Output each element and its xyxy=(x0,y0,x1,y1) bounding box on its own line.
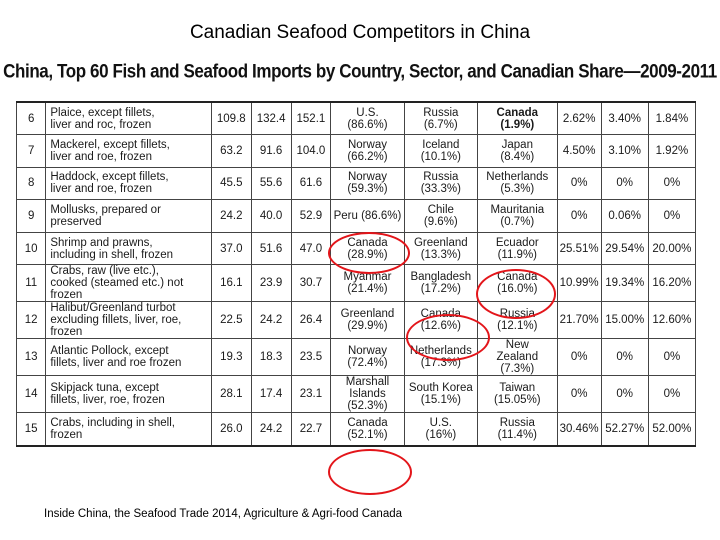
rank-cell: 6 xyxy=(17,102,46,135)
value-2011-cell: 52.9 xyxy=(291,200,331,233)
product-cell: Skipjack tuna, except fillets, liver, roe, frozen xyxy=(46,376,212,413)
rank-cell: 8 xyxy=(17,167,46,200)
canadian-share-2011-cell: 0% xyxy=(648,376,695,413)
top-country-3-cell: Canada (1.9%) xyxy=(478,102,558,135)
highlight-circle-crabs-frozen-canada xyxy=(328,449,412,495)
top-country-3-cell: New Zealand (7.3%) xyxy=(478,339,558,376)
value-2010-cell: 17.4 xyxy=(251,376,291,413)
value-2009-cell: 26.0 xyxy=(211,413,251,446)
canadian-share-2011-cell: 0% xyxy=(648,339,695,376)
table-body xyxy=(17,102,696,446)
top-country-2-cell: Chile (9.6%) xyxy=(404,200,477,233)
canadian-share-2011-cell: 16.20% xyxy=(648,265,695,302)
value-2009-cell: 63.2 xyxy=(211,135,251,168)
rank-cell: 9 xyxy=(17,200,46,233)
top-country-1-cell: Myanmar (21.4%) xyxy=(331,265,404,302)
canadian-share-2009-cell: 0% xyxy=(557,376,601,413)
top-country-1-cell: Canada (52.1%) xyxy=(331,413,404,446)
product-cell: Halibut/Greenland turbot excluding fillets, liver, roe, frozen xyxy=(46,302,212,339)
top-country-1-cell: Norway (72.4%) xyxy=(331,339,404,376)
canadian-share-2009-cell: 30.46% xyxy=(557,413,601,446)
top-country-3-cell: Mauritania (0.7%) xyxy=(478,200,558,233)
value-2010-cell: 55.6 xyxy=(251,167,291,200)
rank-cell: 11 xyxy=(17,265,46,302)
top-country-3-cell: Russia (11.4%) xyxy=(478,413,558,446)
value-2011-cell: 23.1 xyxy=(291,376,331,413)
value-2010-cell: 91.6 xyxy=(251,135,291,168)
top-country-2-cell: Russia (6.7%) xyxy=(404,102,477,135)
canadian-share-2009-cell: 21.70% xyxy=(557,302,601,339)
canadian-share-2011-cell: 12.60% xyxy=(648,302,695,339)
top-country-2-cell: Canada (12.6%) xyxy=(404,302,477,339)
table-row xyxy=(17,167,696,200)
top-country-1-cell: Greenland (29.9%) xyxy=(331,302,404,339)
value-2009-cell: 22.5 xyxy=(211,302,251,339)
product-cell: Mollusks, prepared or preserved xyxy=(46,200,212,233)
table-row xyxy=(17,102,696,135)
table-row xyxy=(17,232,696,265)
top-country-2-cell: Iceland (10.1%) xyxy=(404,135,477,168)
top-country-3-cell: Canada (16.0%) xyxy=(478,265,558,302)
value-2010-cell: 51.6 xyxy=(251,232,291,265)
table-row xyxy=(17,200,696,233)
value-2009-cell: 24.2 xyxy=(211,200,251,233)
canadian-share-2011-cell: 1.84% xyxy=(648,102,695,135)
top-country-2-cell: Russia (33.3%) xyxy=(404,167,477,200)
value-2011-cell: 23.5 xyxy=(291,339,331,376)
canadian-share-2009-cell: 0% xyxy=(557,167,601,200)
canadian-share-2009-cell: 0% xyxy=(557,339,601,376)
canadian-share-2010-cell: 3.10% xyxy=(601,135,648,168)
top-country-3-cell: Netherlands (5.3%) xyxy=(478,167,558,200)
top-country-2-cell: Greenland (13.3%) xyxy=(404,232,477,265)
table-heading: China, Top 60 Fish and Seafood Imports by Country, Sector, and Canadian Share—2009-2011 xyxy=(3,60,717,83)
seafood-imports-table xyxy=(16,101,696,447)
canadian-share-2011-cell: 20.00% xyxy=(648,232,695,265)
rank-cell: 14 xyxy=(17,376,46,413)
value-2009-cell: 45.5 xyxy=(211,167,251,200)
canadian-share-2010-cell: 0% xyxy=(601,167,648,200)
canadian-share-2011-cell: 52.00% xyxy=(648,413,695,446)
rank-cell: 10 xyxy=(17,232,46,265)
rank-cell: 7 xyxy=(17,135,46,168)
value-2009-cell: 37.0 xyxy=(211,232,251,265)
canadian-share-2010-cell: 15.00% xyxy=(601,302,648,339)
value-2010-cell: 23.9 xyxy=(251,265,291,302)
source-note: Inside China, the Seafood Trade 2014, Agriculture & Agri-food Canada xyxy=(44,508,403,520)
top-country-2-cell: Netherlands (17.3%) xyxy=(404,339,477,376)
product-cell: Mackerel, except fillets, liver and roe, frozen xyxy=(46,135,212,168)
value-2011-cell: 22.7 xyxy=(291,413,331,446)
top-country-3-cell: Ecuador (11.9%) xyxy=(478,232,558,265)
table-row xyxy=(17,302,696,339)
top-country-2-cell: Bangladesh (17.2%) xyxy=(404,265,477,302)
table-row xyxy=(17,413,696,446)
top-country-1-cell: Norway (59.3%) xyxy=(331,167,404,200)
canadian-share-2010-cell: 0% xyxy=(601,339,648,376)
product-cell: Shrimp and prawns, including in shell, frozen xyxy=(46,232,212,265)
canadian-share-2010-cell: 29.54% xyxy=(601,232,648,265)
value-2011-cell: 61.6 xyxy=(291,167,331,200)
top-country-1-cell: U.S. (86.6%) xyxy=(331,102,404,135)
product-cell: Haddock, except fillets, liver and roe, frozen xyxy=(46,167,212,200)
value-2011-cell: 30.7 xyxy=(291,265,331,302)
canadian-share-2010-cell: 0.06% xyxy=(601,200,648,233)
table-row xyxy=(17,265,696,302)
canadian-share-2009-cell: 2.62% xyxy=(557,102,601,135)
table-row xyxy=(17,376,696,413)
product-cell: Crabs, including in shell, frozen xyxy=(46,413,212,446)
value-2011-cell: 104.0 xyxy=(291,135,331,168)
top-country-1-cell: Marshall Islands (52.3%) xyxy=(331,376,404,413)
top-country-3-cell: Taiwan (15.05%) xyxy=(478,376,558,413)
canadian-share-2011-cell: 0% xyxy=(648,167,695,200)
product-cell: Atlantic Pollock, except fillets, liver and roe frozen xyxy=(46,339,212,376)
table-row xyxy=(17,339,696,376)
canadian-share-2009-cell: 10.99% xyxy=(557,265,601,302)
rank-cell: 12 xyxy=(17,302,46,339)
top-country-1-cell: Canada (28.9%) xyxy=(331,232,404,265)
value-2010-cell: 24.2 xyxy=(251,302,291,339)
canadian-share-2009-cell: 4.50% xyxy=(557,135,601,168)
top-country-3-cell: Russia (12.1%) xyxy=(478,302,558,339)
canadian-share-2009-cell: 0% xyxy=(557,200,601,233)
value-2010-cell: 24.2 xyxy=(251,413,291,446)
canadian-share-2010-cell: 19.34% xyxy=(601,265,648,302)
top-country-1-cell: Norway (66.2%) xyxy=(331,135,404,168)
value-2011-cell: 152.1 xyxy=(291,102,331,135)
canadian-share-2011-cell: 0% xyxy=(648,200,695,233)
value-2011-cell: 47.0 xyxy=(291,232,331,265)
value-2009-cell: 16.1 xyxy=(211,265,251,302)
canadian-share-2010-cell: 0% xyxy=(601,376,648,413)
canadian-share-2010-cell: 52.27% xyxy=(601,413,648,446)
value-2010-cell: 18.3 xyxy=(251,339,291,376)
product-cell: Plaice, except fillets, liver and roc, frozen xyxy=(46,102,212,135)
product-cell: Crabs, raw (live etc.), cooked (steamed etc.) not frozen xyxy=(46,265,212,302)
top-country-2-cell: South Korea (15.1%) xyxy=(404,376,477,413)
rank-cell: 15 xyxy=(17,413,46,446)
value-2010-cell: 40.0 xyxy=(251,200,291,233)
canadian-share-2011-cell: 1.92% xyxy=(648,135,695,168)
rank-cell: 13 xyxy=(17,339,46,376)
table-row xyxy=(17,135,696,168)
value-2009-cell: 28.1 xyxy=(211,376,251,413)
canadian-share-2009-cell: 25.51% xyxy=(557,232,601,265)
top-country-2-cell: U.S. (16%) xyxy=(404,413,477,446)
canadian-share-2010-cell: 3.40% xyxy=(601,102,648,135)
top-country-3-cell: Japan (8.4%) xyxy=(478,135,558,168)
value-2009-cell: 109.8 xyxy=(211,102,251,135)
value-2009-cell: 19.3 xyxy=(211,339,251,376)
value-2010-cell: 132.4 xyxy=(251,102,291,135)
value-2011-cell: 26.4 xyxy=(291,302,331,339)
top-country-1-cell: Peru (86.6%) xyxy=(331,200,404,233)
slide-title: Canadian Seafood Competitors in China xyxy=(189,22,531,43)
